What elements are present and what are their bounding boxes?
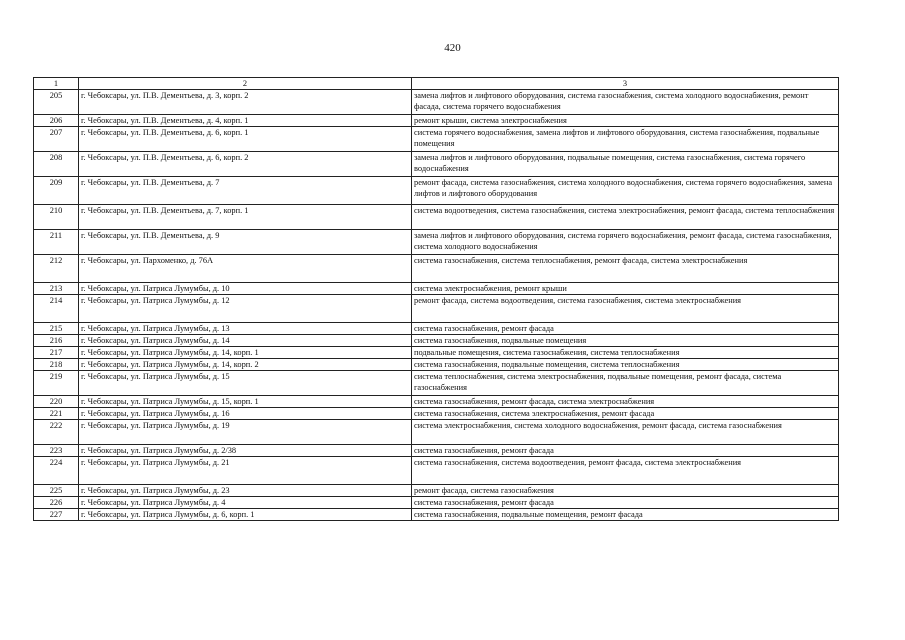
column-header-address: 2 xyxy=(79,78,412,90)
table-row xyxy=(34,347,839,359)
cell-works: система газоснабжения, подвальные помещения, система теплоснабжения xyxy=(412,359,839,371)
cell-number: 225 xyxy=(34,485,79,497)
cell-number: 209 xyxy=(34,177,79,205)
table-row xyxy=(34,230,839,255)
cell-number: 220 xyxy=(34,396,79,408)
cell-number: 213 xyxy=(34,283,79,295)
cell-number: 223 xyxy=(34,445,79,457)
cell-number: 215 xyxy=(34,323,79,335)
cell-address: г. Чебоксары, ул. Патриса Лумумбы, д. 15 xyxy=(79,371,412,396)
cell-address: г. Чебоксары, ул. П.В. Дементьева, д. 6, корп. 1 xyxy=(79,127,412,152)
cell-address: г. Чебоксары, ул. Патриса Лумумбы, д. 13 xyxy=(79,323,412,335)
cell-works: подвальные помещения, система газоснабжения, система теплоснабжения xyxy=(412,347,839,359)
table-row xyxy=(34,115,839,127)
cell-number: 212 xyxy=(34,255,79,283)
table-row xyxy=(34,445,839,457)
cell-address: г. Чебоксары, ул. П.В. Дементьева, д. 3, корп. 2 xyxy=(79,90,412,115)
cell-address: г. Чебоксары, ул. П.В. Дементьева, д. 6, корп. 2 xyxy=(79,152,412,177)
cell-number: 221 xyxy=(34,408,79,420)
cell-works: система газоснабжения, система водоотведения, ремонт фасада, система электроснабжения xyxy=(412,457,839,485)
cell-number: 219 xyxy=(34,371,79,396)
cell-address: г. Чебоксары, ул. Патриса Лумумбы, д. 2/38 xyxy=(79,445,412,457)
cell-number: 205 xyxy=(34,90,79,115)
table-row xyxy=(34,485,839,497)
cell-number: 226 xyxy=(34,497,79,509)
cell-works: система газоснабжения, ремонт фасада xyxy=(412,497,839,509)
cell-works: система газоснабжения, система электроснабжения, ремонт фасада xyxy=(412,408,839,420)
cell-works: замена лифтов и лифтового оборудования, подвальные помещения, система газоснабжения, система горячего водоснабжения xyxy=(412,152,839,177)
cell-address: г. Чебоксары, ул. Патриса Лумумбы, д. 15, корп. 1 xyxy=(79,396,412,408)
table-row xyxy=(34,205,839,230)
table-row xyxy=(34,420,839,445)
table-row xyxy=(34,408,839,420)
cell-address: г. Чебоксары, ул. П.В. Дементьева, д. 7 xyxy=(79,177,412,205)
table-row xyxy=(34,359,839,371)
cell-works: система газоснабжения, подвальные помещения xyxy=(412,335,839,347)
cell-address: г. Чебоксары, ул. Патриса Лумумбы, д. 4 xyxy=(79,497,412,509)
cell-address: г. Чебоксары, ул. Патриса Лумумбы, д. 12 xyxy=(79,295,412,323)
cell-number: 211 xyxy=(34,230,79,255)
cell-works: система электроснабжения, система холодного водоснабжения, ремонт фасада, система газоснабжения xyxy=(412,420,839,445)
cell-address: г. Чебоксары, ул. Патриса Лумумбы, д. 14, корп. 2 xyxy=(79,359,412,371)
table-row xyxy=(34,90,839,115)
table-row xyxy=(34,255,839,283)
cell-address: г. Чебоксары, ул. Патриса Лумумбы, д. 16 xyxy=(79,408,412,420)
table-row xyxy=(34,283,839,295)
cell-address: г. Чебоксары, ул. П.В. Дементьева, д. 9 xyxy=(79,230,412,255)
works-table xyxy=(33,77,839,521)
cell-address: г. Чебоксары, ул. Патриса Лумумбы, д. 14 xyxy=(79,335,412,347)
table-row xyxy=(34,323,839,335)
cell-address: г. Чебоксары, ул. Патриса Лумумбы, д. 21 xyxy=(79,457,412,485)
cell-address: г. Чебоксары, ул. Патриса Лумумбы, д. 19 xyxy=(79,420,412,445)
cell-works: система водоотведения, система газоснабжения, система электроснабжения, ремонт фасада, система теплоснабжения xyxy=(412,205,839,230)
table-row xyxy=(34,152,839,177)
cell-works: система газоснабжения, система теплоснабжения, ремонт фасада, система электроснабжения xyxy=(412,255,839,283)
table-row xyxy=(34,335,839,347)
table-row xyxy=(34,509,839,521)
table-row xyxy=(34,457,839,485)
cell-number: 227 xyxy=(34,509,79,521)
cell-works: система теплоснабжения, система электроснабжения, подвальные помещения, ремонт фасада, система газоснабжения xyxy=(412,371,839,396)
cell-works: система газоснабжения, ремонт фасада xyxy=(412,445,839,457)
table-row xyxy=(34,371,839,396)
cell-works: ремонт фасада, система водоотведения, система газоснабжения, система электроснабжения xyxy=(412,295,839,323)
cell-works: система газоснабжения, ремонт фасада, система электроснабжения xyxy=(412,396,839,408)
cell-number: 210 xyxy=(34,205,79,230)
cell-address: г. Чебоксары, ул. Патриса Лумумбы, д. 14, корп. 1 xyxy=(79,347,412,359)
column-header-number: 1 xyxy=(34,78,79,90)
cell-address: г. Чебоксары, ул. Патриса Лумумбы, д. 6, корп. 1 xyxy=(79,509,412,521)
cell-address: г. Чебоксары, ул. Пархоменко, д. 76А xyxy=(79,255,412,283)
cell-works: ремонт фасада, система газоснабжения, система холодного водоснабжения, система горячего водоснабжения, замена лифтов и лифтового оборудования xyxy=(412,177,839,205)
cell-number: 216 xyxy=(34,335,79,347)
table-row xyxy=(34,497,839,509)
cell-number: 207 xyxy=(34,127,79,152)
cell-number: 222 xyxy=(34,420,79,445)
cell-address: г. Чебоксары, ул. П.В. Дементьева, д. 4, корп. 1 xyxy=(79,115,412,127)
table-row xyxy=(34,127,839,152)
cell-works: замена лифтов и лифтового оборудования, система газоснабжения, система холодного водоснабжения, ремонт фасада, система горячего водоснабжения xyxy=(412,90,839,115)
cell-address: г. Чебоксары, ул. Патриса Лумумбы, д. 23 xyxy=(79,485,412,497)
cell-works: система электроснабжения, ремонт крыши xyxy=(412,283,839,295)
cell-works: система газоснабжения, ремонт фасада xyxy=(412,323,839,335)
table-header-row xyxy=(34,78,839,90)
cell-address: г. Чебоксары, ул. Патриса Лумумбы, д. 10 xyxy=(79,283,412,295)
table-row xyxy=(34,295,839,323)
cell-number: 206 xyxy=(34,115,79,127)
table-row xyxy=(34,396,839,408)
cell-address: г. Чебоксары, ул. П.В. Дементьева, д. 7, корп. 1 xyxy=(79,205,412,230)
cell-works: замена лифтов и лифтового оборудования, система горячего водоснабжения, ремонт фасада, система газоснабжения, система холодного водоснабжения xyxy=(412,230,839,255)
column-header-works: 3 xyxy=(412,78,839,90)
cell-number: 214 xyxy=(34,295,79,323)
cell-number: 224 xyxy=(34,457,79,485)
page-number: 420 xyxy=(444,42,461,54)
cell-number: 218 xyxy=(34,359,79,371)
cell-number: 217 xyxy=(34,347,79,359)
cell-works: ремонт крыши, система электроснабжения xyxy=(412,115,839,127)
table-row xyxy=(34,177,839,205)
cell-number: 208 xyxy=(34,152,79,177)
cell-works: ремонт фасада, система газоснабжения xyxy=(412,485,839,497)
cell-works: система горячего водоснабжения, замена лифтов и лифтового оборудования, система газоснабжения, подвальные помещения xyxy=(412,127,839,152)
cell-works: система газоснабжения, подвальные помещения, ремонт фасада xyxy=(412,509,839,521)
